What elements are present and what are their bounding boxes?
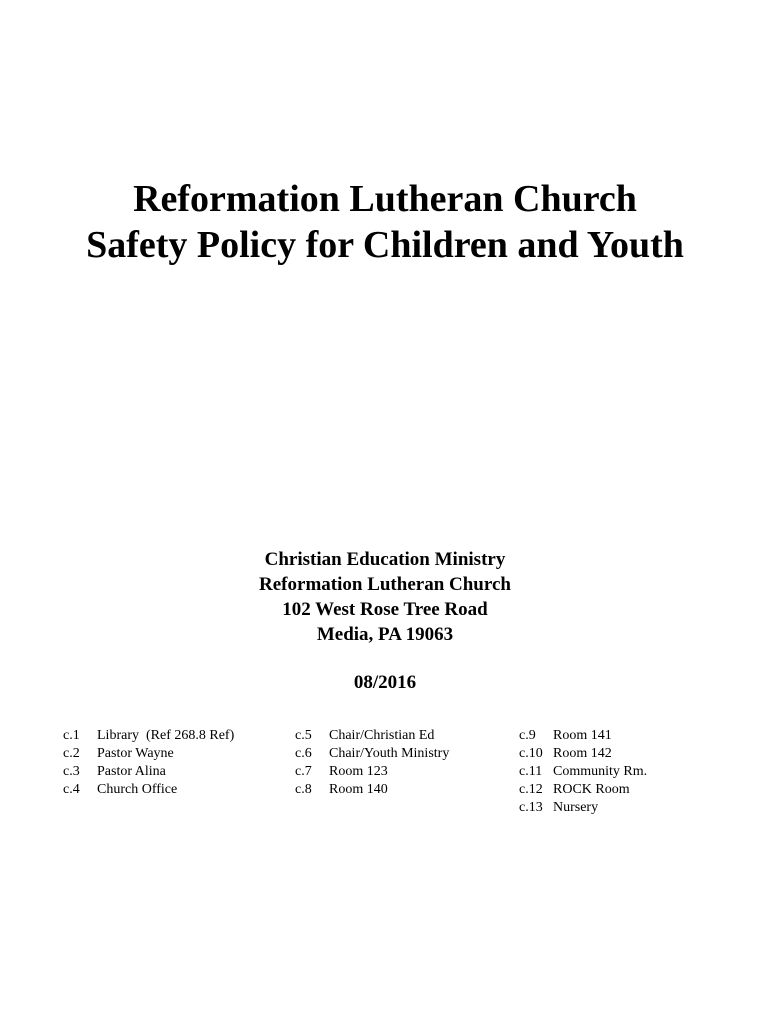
distribution-list: [63, 727, 723, 827]
distribution-column-3: [519, 727, 647, 817]
distribution-column-1: [63, 727, 234, 799]
copy-code: c.6: [295, 746, 312, 761]
copy-code: c.9: [519, 728, 536, 743]
copy-code: c.7: [295, 764, 312, 779]
copy-recipient: Room 142: [553, 746, 612, 761]
distribution-item: [63, 745, 234, 763]
copy-code: c.1: [63, 728, 80, 743]
distribution-item: [295, 781, 449, 799]
copy-code: c.5: [295, 728, 312, 743]
distribution-item: [63, 781, 234, 799]
copy-recipient: Room 141: [553, 728, 612, 743]
copy-code: c.3: [63, 764, 80, 779]
address-church: Reformation Lutheran Church: [259, 574, 511, 595]
copy-code: c.13: [519, 800, 543, 815]
copy-recipient: Library (Ref 268.8 Ref): [97, 728, 235, 743]
distribution-item: [63, 727, 234, 745]
distribution-item: [295, 745, 449, 763]
copy-recipient: Pastor Alina: [97, 764, 166, 779]
distribution-item: [519, 727, 647, 745]
copy-recipient: ROCK Room: [553, 782, 630, 797]
distribution-item: [519, 763, 647, 781]
document-title: [0, 176, 770, 268]
copy-recipient: Room 140: [329, 782, 388, 797]
address-street: 102 West Rose Tree Road: [282, 599, 488, 620]
copy-code: c.10: [519, 746, 543, 761]
copy-code: c.8: [295, 782, 312, 797]
copy-recipient: Pastor Wayne: [97, 746, 174, 761]
copy-recipient: Room 123: [329, 764, 388, 779]
address-city: Media, PA 19063: [316, 624, 454, 645]
copy-recipient: Community Rm.: [553, 764, 648, 779]
distribution-item: [295, 763, 449, 781]
distribution-item: [63, 763, 234, 781]
copy-code: c.4: [63, 782, 80, 797]
title-line-church: Reformation Lutheran Church: [133, 178, 637, 220]
copy-recipient: Chair/Christian Ed: [329, 728, 435, 743]
distribution-item: [295, 727, 449, 745]
document-date: 08/2016: [353, 672, 417, 693]
copy-recipient: Church Office: [97, 782, 178, 797]
copy-code: c.12: [519, 782, 543, 797]
distribution-item: [519, 799, 647, 817]
distribution-column-2: [295, 727, 449, 799]
distribution-item: [519, 745, 647, 763]
distribution-item: [519, 781, 647, 799]
copy-code: c.2: [63, 746, 80, 761]
copy-recipient: Chair/Youth Ministry: [329, 746, 450, 761]
address-block: [0, 547, 770, 714]
copy-recipient: Nursery: [553, 800, 599, 815]
address-ministry: Christian Education Ministry: [264, 549, 506, 570]
copy-code: c.11: [519, 764, 543, 779]
title-line-policy: Safety Policy for Children and Youth: [86, 224, 684, 266]
